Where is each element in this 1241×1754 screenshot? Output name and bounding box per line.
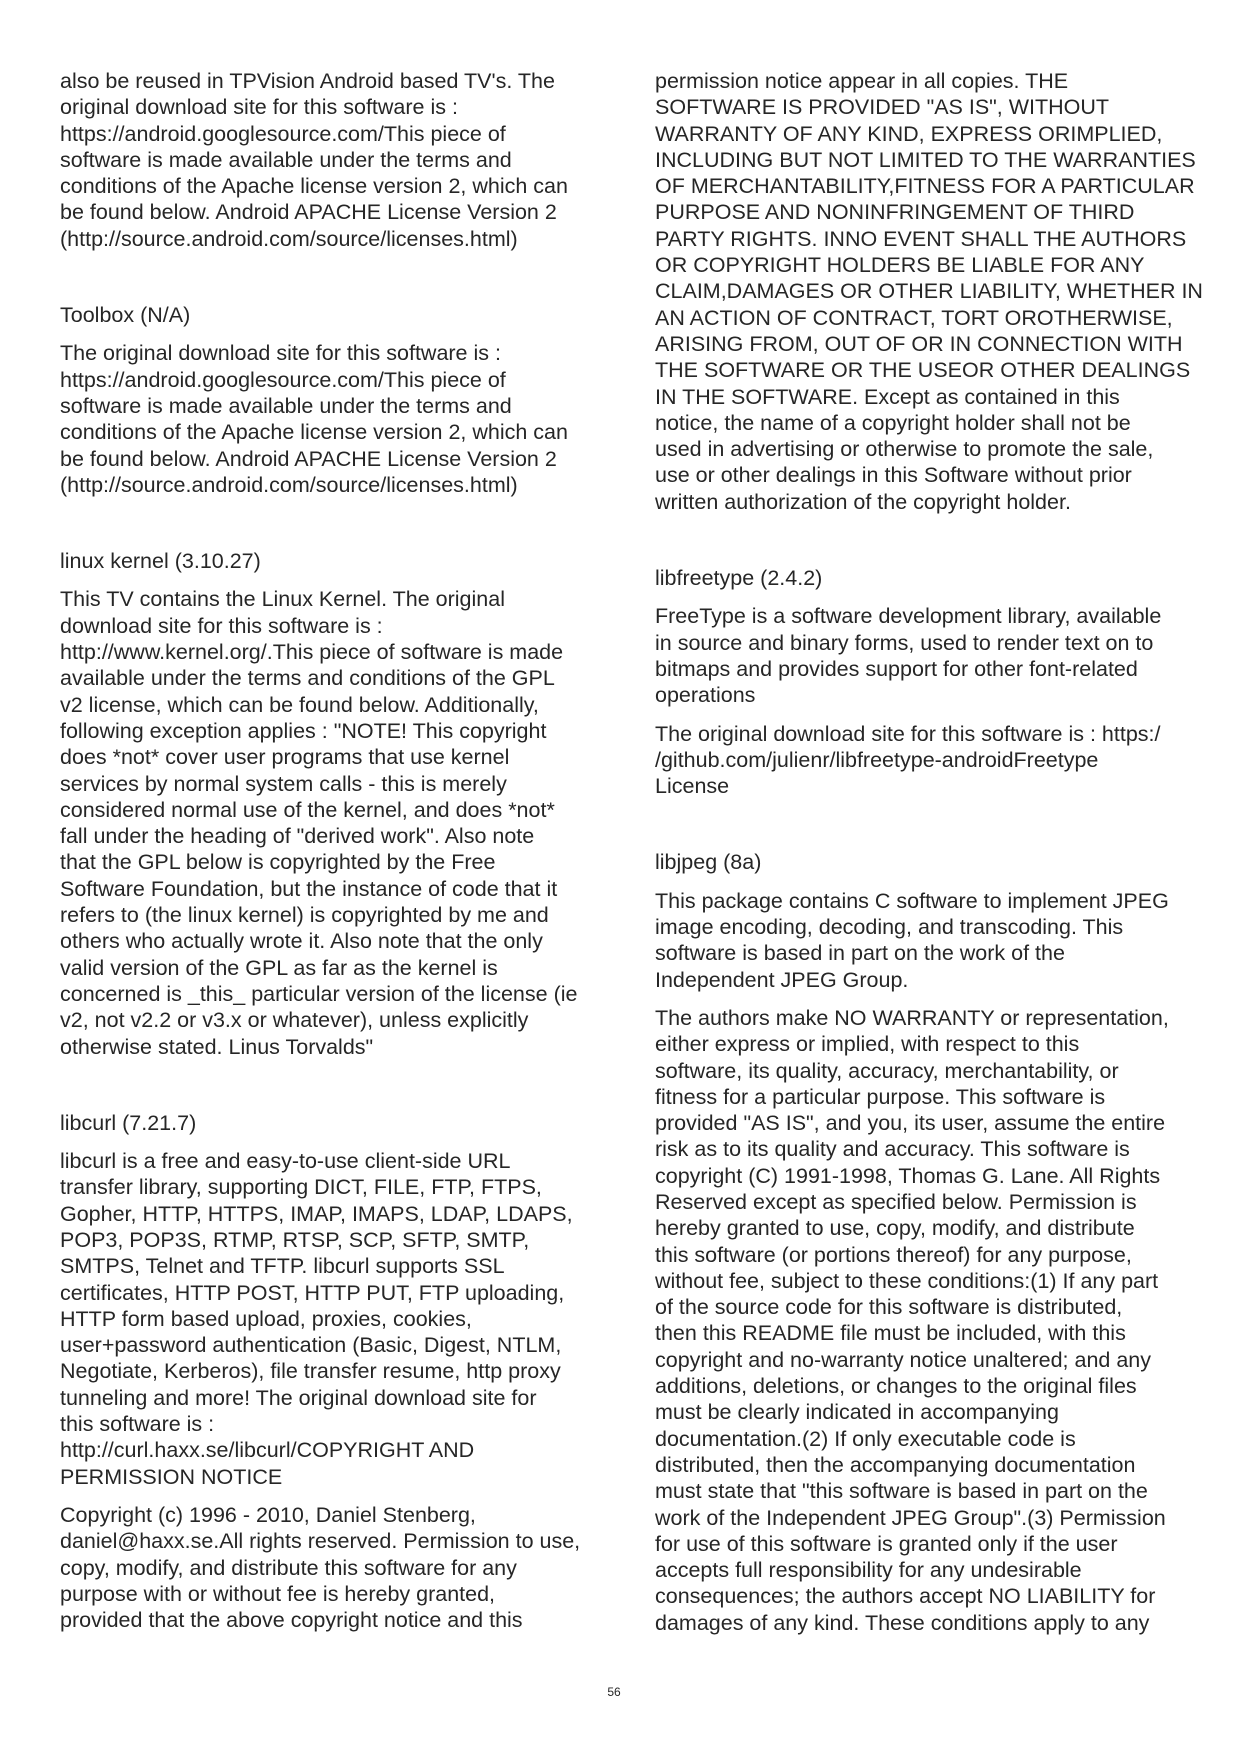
text-line: then this README file must be included, with this bbox=[655, 1321, 1126, 1346]
page-number: 56 bbox=[607, 1685, 621, 1699]
text-line: for use of this software is granted only if the user bbox=[655, 1531, 1118, 1556]
text-line: v2, not v2.2 or v3.x or whatever), unless explicitly bbox=[60, 1008, 529, 1033]
text-line: user+password authentication (Basic, Digest, NTLM, bbox=[60, 1333, 562, 1358]
text-line: image encoding, decoding, and transcoding. This bbox=[655, 915, 1124, 940]
text-line: (http://source.android.com/source/licenses.html) bbox=[60, 226, 518, 251]
text-line: certificates, HTTP POST, HTTP PUT, FTP uploading, bbox=[60, 1280, 565, 1305]
text-line: https://android.googlesource.com/This piece of bbox=[60, 367, 506, 392]
left-column bbox=[60, 68, 620, 1633]
text-line: The original download site for this software is : https:/ bbox=[655, 721, 1161, 746]
text-line: does *not* cover user programs that use kernel bbox=[60, 745, 510, 770]
text-line: This package contains C software to implement JPEG bbox=[655, 888, 1169, 913]
text-line: PERMISSION NOTICE bbox=[60, 1464, 283, 1489]
section-heading: libcurl (7.21.7) bbox=[60, 1110, 197, 1135]
paragraph bbox=[655, 888, 1215, 993]
text-line: THE SOFTWARE OR THE USEOR OTHER DEALINGS bbox=[655, 358, 1191, 383]
text-line: in source and binary forms, used to render text on to bbox=[655, 630, 1154, 655]
text-line: POP3, POP3S, RTMP, RTSP, SCP, SFTP, SMTP, bbox=[60, 1227, 530, 1252]
text-line: conditions of the Apache license version 2, which can bbox=[60, 420, 568, 445]
text-line: permission notice appear in all copies. THE bbox=[655, 69, 1069, 93]
text-line: that the GPL below is copyrighted by the Free bbox=[60, 850, 496, 875]
section-heading: libfreetype (2.4.2) bbox=[655, 566, 823, 591]
continued-section bbox=[655, 68, 1215, 515]
text-line: copyright (C) 1991-1998, Thomas G. Lane. All Rights bbox=[655, 1163, 1161, 1188]
text-line: provided "AS IS", and you, its user, assume the entire bbox=[655, 1111, 1166, 1136]
license-section bbox=[655, 849, 1215, 1636]
text-line: AN ACTION OF CONTRACT, TORT OROTHERWISE, bbox=[655, 305, 1173, 330]
text-line: either express or implied, with respect to this bbox=[655, 1032, 1080, 1057]
text-line: purpose with or without fee is hereby granted, bbox=[60, 1581, 496, 1606]
text-line: accepts full responsibility for any undesirable bbox=[655, 1558, 1082, 1583]
text-line: additions, deletions, or changes to the original files bbox=[655, 1374, 1137, 1399]
text-line: tunneling and more! The original download site for bbox=[60, 1385, 537, 1410]
text-line: Reserved except as specified below. Permission is bbox=[655, 1189, 1137, 1214]
text-line: valid version of the GPL as far as the kernel is bbox=[60, 955, 498, 980]
license-section bbox=[60, 548, 620, 1060]
text-line: following exception applies : "NOTE! This copyright bbox=[60, 718, 547, 743]
text-line: of the source code for this software is distributed, bbox=[655, 1295, 1123, 1320]
text-line: concerned is _this_ particular version of the license (ie bbox=[60, 981, 578, 1006]
paragraph bbox=[60, 1502, 620, 1633]
paragraph bbox=[655, 1005, 1215, 1636]
text-line: use or other dealings in this Software without prior bbox=[655, 463, 1132, 488]
text-line: original download site for this software is : bbox=[60, 95, 458, 120]
text-line: also be reused in TPVision Android based TV's. The bbox=[60, 69, 555, 93]
paragraph bbox=[655, 68, 1215, 515]
text-line: HTTP form based upload, proxies, cookies, bbox=[60, 1306, 472, 1331]
text-line: Software Foundation, but the instance of code that it bbox=[60, 876, 558, 901]
text-line: This TV contains the Linux Kernel. The original bbox=[60, 587, 505, 612]
paragraph bbox=[60, 68, 620, 252]
text-line: Copyright (c) 1996 - 2010, Daniel Stenberg, bbox=[60, 1502, 476, 1527]
text-line: damages of any kind. These conditions apply to any bbox=[655, 1610, 1150, 1635]
text-line: provided that the above copyright notice and this bbox=[60, 1608, 523, 1633]
paragraph bbox=[60, 340, 620, 498]
text-line: refers to (the linux kernel) is copyrighted by me and bbox=[60, 903, 549, 928]
text-line: http://www.kernel.org/.This piece of software is made bbox=[60, 640, 564, 665]
section-heading: Toolbox (N/A) bbox=[60, 303, 191, 328]
text-line: fitness for a particular purpose. This software is bbox=[655, 1084, 1106, 1109]
text-line: ARISING FROM, OUT OF OR IN CONNECTION WITH bbox=[655, 331, 1183, 356]
text-line: be found below. Android APACHE License Version 2 bbox=[60, 446, 557, 471]
text-line: PURPOSE AND NONINFRINGEMENT OF THIRD bbox=[655, 200, 1135, 225]
text-line: OF MERCHANTABILITY,FITNESS FOR A PARTICULAR bbox=[655, 174, 1195, 199]
right-column bbox=[655, 68, 1215, 1636]
text-line: services by normal system calls - this is merely bbox=[60, 771, 507, 796]
text-line: used in advertising or otherwise to promote the sale, bbox=[655, 437, 1154, 462]
text-line: this software (or portions thereof) for any purpose, bbox=[655, 1242, 1132, 1267]
text-line: must state that "this software is based in part on the bbox=[655, 1479, 1148, 1504]
text-line: software is made available under the terms and bbox=[60, 393, 512, 418]
text-line: OR COPYRIGHT HOLDERS BE LIABLE FOR ANY bbox=[655, 253, 1145, 278]
text-line: Independent JPEG Group. bbox=[655, 967, 909, 992]
paragraph bbox=[655, 603, 1215, 708]
text-line: PARTY RIGHTS. INNO EVENT SHALL THE AUTHORS bbox=[655, 226, 1187, 251]
text-line: SOFTWARE IS PROVIDED "AS IS", WITHOUT bbox=[655, 95, 1110, 120]
text-line: SMTPS, Telnet and TFTP. libcurl supports SSL bbox=[60, 1254, 505, 1279]
text-line: notice, the name of a copyright holder shall not be bbox=[655, 410, 1131, 435]
text-line: The original download site for this software is : bbox=[60, 341, 501, 366]
text-line: considered normal use of the kernel, and does *not* bbox=[60, 797, 555, 822]
text-line: WARRANTY OF ANY KIND, EXPRESS ORIMPLIED, bbox=[655, 121, 1163, 146]
license-section bbox=[655, 565, 1215, 799]
text-line: distributed, then the accompanying documentation bbox=[655, 1452, 1136, 1477]
text-line: work of the Independent JPEG Group".(3) Permission bbox=[655, 1505, 1166, 1530]
text-line: Gopher, HTTP, HTTPS, IMAP, IMAPS, LDAP, LDAPS, bbox=[60, 1201, 573, 1226]
text-line: Negotiate, Kerberos), file transfer resume, http proxy bbox=[60, 1359, 561, 1384]
text-line: written authorization of the copyright holder. bbox=[655, 489, 1071, 514]
text-line: operations bbox=[655, 683, 756, 708]
paragraph bbox=[60, 1148, 620, 1490]
text-line: bitmaps and provides support for other font-related bbox=[655, 656, 1138, 681]
text-line: FreeType is a software development library, available bbox=[655, 604, 1162, 629]
text-line: IN THE SOFTWARE. Except as contained in this bbox=[655, 384, 1120, 409]
continued-section bbox=[60, 68, 620, 252]
text-line: software is made available under the terms and bbox=[60, 147, 512, 172]
paragraph bbox=[60, 586, 620, 1059]
text-line: CLAIM,DAMAGES OR OTHER LIABILITY, WHETHER IN bbox=[655, 279, 1203, 304]
text-line: available under the terms and conditions of the GPL bbox=[60, 666, 555, 691]
text-line: others who actually wrote it. Also note that the only bbox=[60, 929, 543, 954]
text-line: hereby granted to use, copy, modify, and distribute bbox=[655, 1216, 1135, 1241]
paragraph bbox=[655, 721, 1215, 800]
text-line: License bbox=[655, 774, 730, 799]
section-heading: linux kernel (3.10.27) bbox=[60, 549, 261, 574]
text-line: v2 license, which can be found below. Additionally, bbox=[60, 692, 539, 717]
text-line: transfer library, supporting DICT, FILE, FTP, FTPS, bbox=[60, 1175, 542, 1200]
text-line: be found below. Android APACHE License Version 2 bbox=[60, 200, 557, 225]
text-line: software, its quality, accuracy, merchantability, or bbox=[655, 1058, 1119, 1083]
text-line: daniel@haxx.se.All rights reserved. Permission to use, bbox=[60, 1529, 581, 1554]
text-line: download site for this software is : bbox=[60, 613, 383, 638]
text-line: risk as to its quality and accuracy. This software is bbox=[655, 1137, 1130, 1162]
text-line: conditions of the Apache license version 2, which can bbox=[60, 174, 568, 199]
text-line: copyright and no-warranty notice unaltered; and any bbox=[655, 1347, 1152, 1372]
text-line: this software is : bbox=[60, 1412, 215, 1437]
text-line: documentation.(2) If only executable code is bbox=[655, 1426, 1076, 1451]
text-line: without fee, subject to these conditions:(1) If any part bbox=[655, 1268, 1159, 1293]
text-line: https://android.googlesource.com/This piece of bbox=[60, 121, 506, 146]
text-line: /github.com/julienr/libfreetype-androidFreetype bbox=[655, 747, 1099, 772]
text-line: software is based in part on the work of the bbox=[655, 941, 1065, 966]
license-section bbox=[60, 1110, 620, 1634]
text-line: copy, modify, and distribute this software for any bbox=[60, 1555, 517, 1580]
text-line: otherwise stated. Linus Torvalds" bbox=[60, 1034, 374, 1059]
license-section bbox=[60, 302, 620, 498]
text-line: fall under the heading of "derived work". Also note bbox=[60, 824, 535, 849]
text-line: libcurl is a free and easy-to-use client-side URL bbox=[60, 1149, 511, 1174]
text-line: must be clearly indicated in accompanying bbox=[655, 1400, 1059, 1425]
text-line: (http://source.android.com/source/licenses.html) bbox=[60, 472, 518, 497]
text-line: consequences; the authors accept NO LIABILITY for bbox=[655, 1584, 1156, 1609]
section-heading: libjpeg (8a) bbox=[655, 850, 762, 875]
text-line: http://curl.haxx.se/libcurl/COPYRIGHT AND bbox=[60, 1438, 475, 1463]
text-line: The authors make NO WARRANTY or representation, bbox=[655, 1005, 1169, 1030]
text-line: INCLUDING BUT NOT LIMITED TO THE WARRANTIES bbox=[655, 147, 1196, 172]
